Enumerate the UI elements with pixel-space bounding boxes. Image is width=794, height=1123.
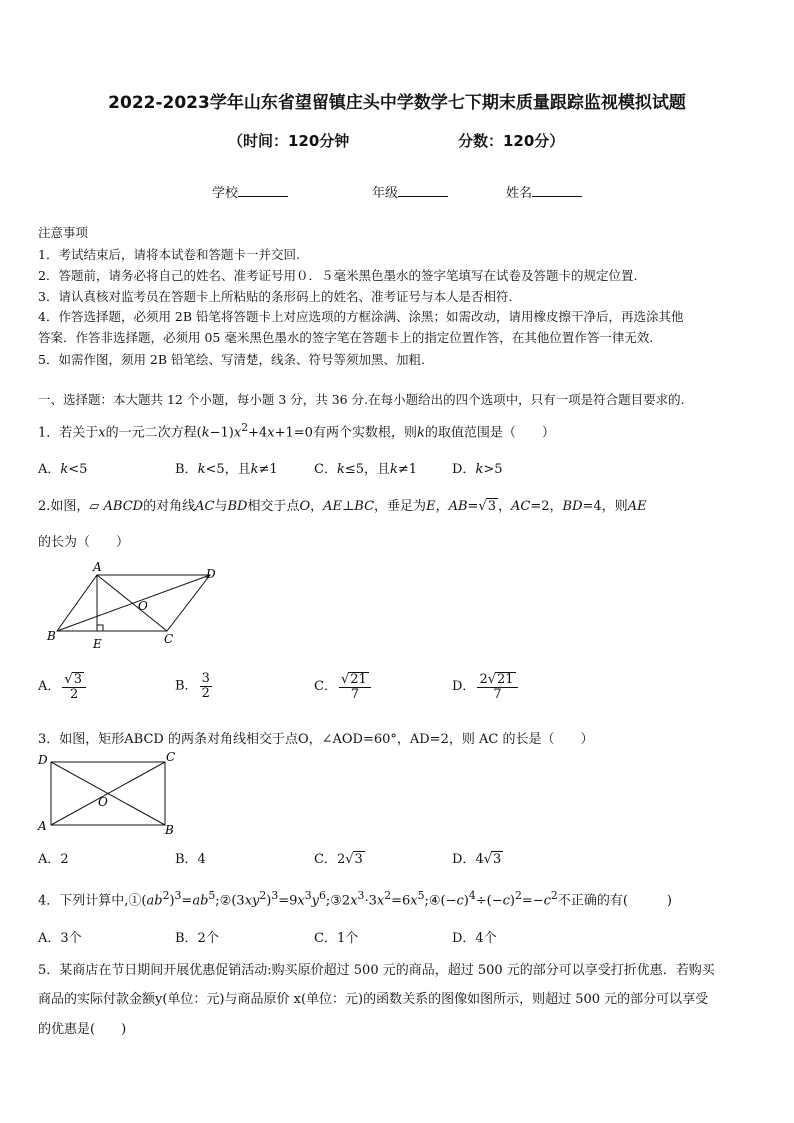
svg-text:C: C	[166, 750, 176, 764]
svg-text:O: O	[98, 795, 108, 809]
svg-text:B: B	[47, 629, 56, 643]
section-heading: 一、选择题：本大题共 12 个小题，每小题 3 分，共 36 分.在每小题给出的四个选项中，只有一项是符合题目要求的.	[38, 392, 685, 407]
notice-item: 3．请认真核对监考员在答题卡上所粘贴的条形码上的姓名、准考证号与本人是否相符.	[38, 289, 513, 304]
notice-item: 5．如需作图，须用 2B 铅笔绘、写清楚，线条、符号等须加黑、加粗.	[38, 352, 426, 367]
svg-text:O: O	[138, 599, 148, 613]
q3-option-b[interactable]: B．4	[175, 852, 206, 867]
exam-score: 分数：120分）	[458, 132, 565, 150]
q3-option-d[interactable]: D．4√3	[452, 852, 502, 867]
question-2: 2.如图，▱ ABCD的对角线AC与BD相交于点O，AE⊥BC，垂足为E，AB=√3 ，AC=2，BD=4，则AE	[38, 499, 647, 514]
q4-option-a[interactable]: A．3个	[38, 931, 82, 946]
q1-option-b[interactable]: B．k<5，且k≠1	[175, 462, 278, 477]
svg-text:A: A	[38, 819, 47, 833]
svg-text:E: E	[93, 637, 102, 651]
exam-time: （时间：120分钟	[228, 132, 350, 150]
q3-option-c[interactable]: C．2√3	[314, 852, 363, 867]
question-5-line: 的优惠是( )	[38, 1022, 127, 1037]
q4-option-b[interactable]: B．2个	[175, 931, 219, 946]
q1-option-c[interactable]: C．k≤5，且k≠1	[314, 462, 418, 477]
question-2-continued: 的长为（ ）	[38, 535, 130, 550]
q3-option-a[interactable]: A．2	[38, 852, 69, 867]
svg-text:D: D	[38, 753, 48, 767]
q2-option-a[interactable]: A． $\frac{√3}{2}$	[38, 672, 88, 701]
notice-item: 答案．作答非选择题，必须用 05 毫米黑色墨水的签字笔在答题卡上的指定位置作答，在其他位置作答一律无效.	[38, 330, 654, 345]
notice-heading: 注意事项	[38, 225, 89, 240]
notice-item: 4．作答选择题，必须用 2B 铅笔将答题卡上对应选项的方框涂满、涂黑；如需改动，请用橡皮擦干净后，再选涂其他	[38, 309, 684, 324]
question-5-line: 5．某商店在节日期间开展优惠促销活动:购买原价超过 500 元的商品，超过 500 元的部分可以享受打折优惠．若购买	[38, 963, 715, 978]
q4-option-d[interactable]: D．4个	[452, 931, 497, 946]
svg-text:C: C	[164, 632, 174, 646]
svg-text:B: B	[165, 823, 174, 837]
parallelogram-figure	[42, 560, 227, 652]
q2-option-b[interactable]: B． $\frac{3}{2}$	[175, 671, 210, 701]
notice-item: 2．答题前，请务必将自己的姓名、准考证号用０．５毫米黑色墨水的签字笔填写在试卷及答题卡的规定位置.	[38, 268, 638, 283]
q4-option-c[interactable]: C．1个	[314, 931, 359, 946]
svg-text:A: A	[93, 560, 102, 574]
question-1: 1．若关于x的一元二次方程$(k-1)x^2+4x+1=0$有两个实数根，则k的取值范围是（ ）	[38, 421, 555, 441]
school-field: 学校	[212, 182, 288, 201]
q1-option-a[interactable]: A．k<5	[38, 462, 88, 477]
question-4: 4．下列计算中$,①(ab^2)^3=ab^5;②(3xy^2)^3=9x^3y^6;③2x^3\cdot 3x^2=6x^5;④(-c)^4\div(-c)^2=-c^2$不正确的有( )	[38, 889, 672, 909]
notice-item: 1．考试结束后，请将本试卷和答题卡一并交回.	[38, 247, 300, 262]
question-3: 3．如图，矩形ABCD 的两条对角线相交于点O，∠AOD=60°，AD=2，则 AC 的长是（ ）	[38, 732, 594, 747]
rectangle-figure	[34, 750, 184, 838]
q1-option-d[interactable]: D．k>5	[452, 462, 503, 477]
q2-option-c[interactable]: C． $\frac{√21}{7}$	[314, 672, 373, 701]
question-5-line: 商品的实际付款金额y(单位：元)与商品原价 x(单位：元)的函数关系的图像如图所示，则超过 500 元的部分可以享受	[38, 992, 709, 1007]
grade-field: 年级	[372, 182, 448, 201]
name-field: 姓名	[506, 182, 582, 201]
q2-option-d[interactable]: D． $\frac{2√21}{7}$	[452, 672, 520, 701]
exam-title: 2022-2023学年山东省望留镇庄头中学数学七下期末质量跟踪监视模拟试题	[108, 93, 686, 113]
svg-text:D: D	[206, 567, 216, 581]
